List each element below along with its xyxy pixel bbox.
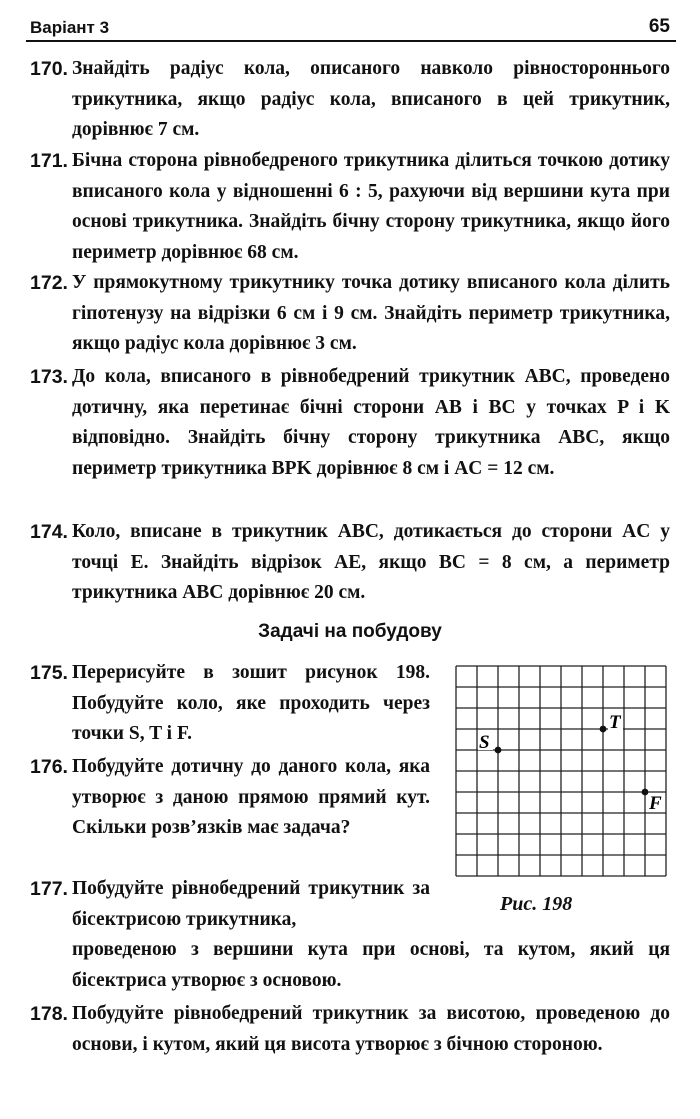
problem-text: У прямокутному трикутнику точка дотику вписаного кола ділить гіпотенузу на відрізки 6 см і 9 см. Знайдіть периметр трикутника, якщо радіус кола дорівнює 3 см. xyxy=(72,272,670,354)
point-label-s: S xyxy=(479,732,490,753)
grid-points xyxy=(478,712,663,814)
problem-177-start xyxy=(30,874,430,935)
point-t xyxy=(600,726,607,733)
section-title: Задачі на побудову xyxy=(258,621,442,642)
problem-number: 175. xyxy=(30,662,68,684)
problem-number: 173. xyxy=(30,366,68,388)
page-number: 65 xyxy=(648,16,670,37)
problem-number: 172. xyxy=(30,272,68,294)
problem-number: 176. xyxy=(30,756,68,778)
point-label-f: F xyxy=(649,793,662,814)
problem-text: Перерисуйте в зошит рисунок 198. Побудуйте коло, яке проходить через точки S, T і F. xyxy=(72,662,430,744)
problem-text: Побудуйте рівнобедрений трикутник за висотою, проведеною до основи, і кутом, який ця висота утворює з бічною стороною. xyxy=(72,1003,670,1055)
problem-number: 170. xyxy=(30,58,68,80)
problem-text: Коло, вписане в трикутник ABC, дотикається до сторони AC у точці E. Знайдіть відрізок AE, якщо BC = 8 см, а периметр трикутника ABC дорівнює 20 см. xyxy=(72,521,670,603)
problem-text: Знайдіть радіус кола, описаного навколо рівностороннього трикутника, якщо радіус кола, вписаного в цей трикутник, дорівнює 7 см. xyxy=(72,58,670,140)
problem-173 xyxy=(30,362,670,484)
problem-text-continued: проведеною з вершини кута при основі, та кутом, який ця бісектриса утворює з основою. xyxy=(72,939,670,991)
problem-text: Побудуйте рівнобедрений трикутник за бісектрисою трикутника, xyxy=(72,878,430,930)
problem-text: Бічна сторона рівнобедреного трикутника ділиться точкою дотику вписаного кола у відношенні 6 : 5, рахуючи від вершини кута при основі трикутника. Знайдіть бічну сторону трикутника, якщо його периметр дорівнює 68 см. xyxy=(72,150,670,263)
problem-177-cont xyxy=(30,935,670,996)
problem-172 xyxy=(30,268,670,360)
problem-174 xyxy=(30,517,670,609)
figure-198-grid xyxy=(455,665,667,877)
problem-number: 178. xyxy=(30,1003,68,1025)
problem-number: 171. xyxy=(30,150,68,172)
problem-text: Побудуйте дотичну до даного кола, яка утворює з даною прямою прямий кут. Скільки розв’язків має задача? xyxy=(72,756,430,838)
figure-caption: Рис. 198 xyxy=(500,893,573,915)
problem-text: До кола, вписаного в рівнобедрений трикутник ABC, проведено дотичну, яка перетинає бічні сторони AB і BC у точках P і K відповідно. Знайдіть бічну сторону трикутника ABC, якщо периметр трикутника BPK дорівнює 8 см і AC = 12 см. xyxy=(72,366,670,479)
problem-number: 174. xyxy=(30,521,68,543)
problem-170 xyxy=(30,54,670,146)
problem-176 xyxy=(30,752,430,844)
point-s xyxy=(495,747,502,754)
variant-label: Варіант 3 xyxy=(30,18,110,37)
page-header xyxy=(26,14,676,42)
point-f xyxy=(642,789,649,796)
problem-178 xyxy=(30,999,670,1060)
problem-175 xyxy=(30,658,430,750)
problem-171 xyxy=(30,146,670,268)
point-label-t: T xyxy=(609,712,621,733)
problem-number: 177. xyxy=(30,878,68,900)
grid-lines xyxy=(456,666,666,876)
